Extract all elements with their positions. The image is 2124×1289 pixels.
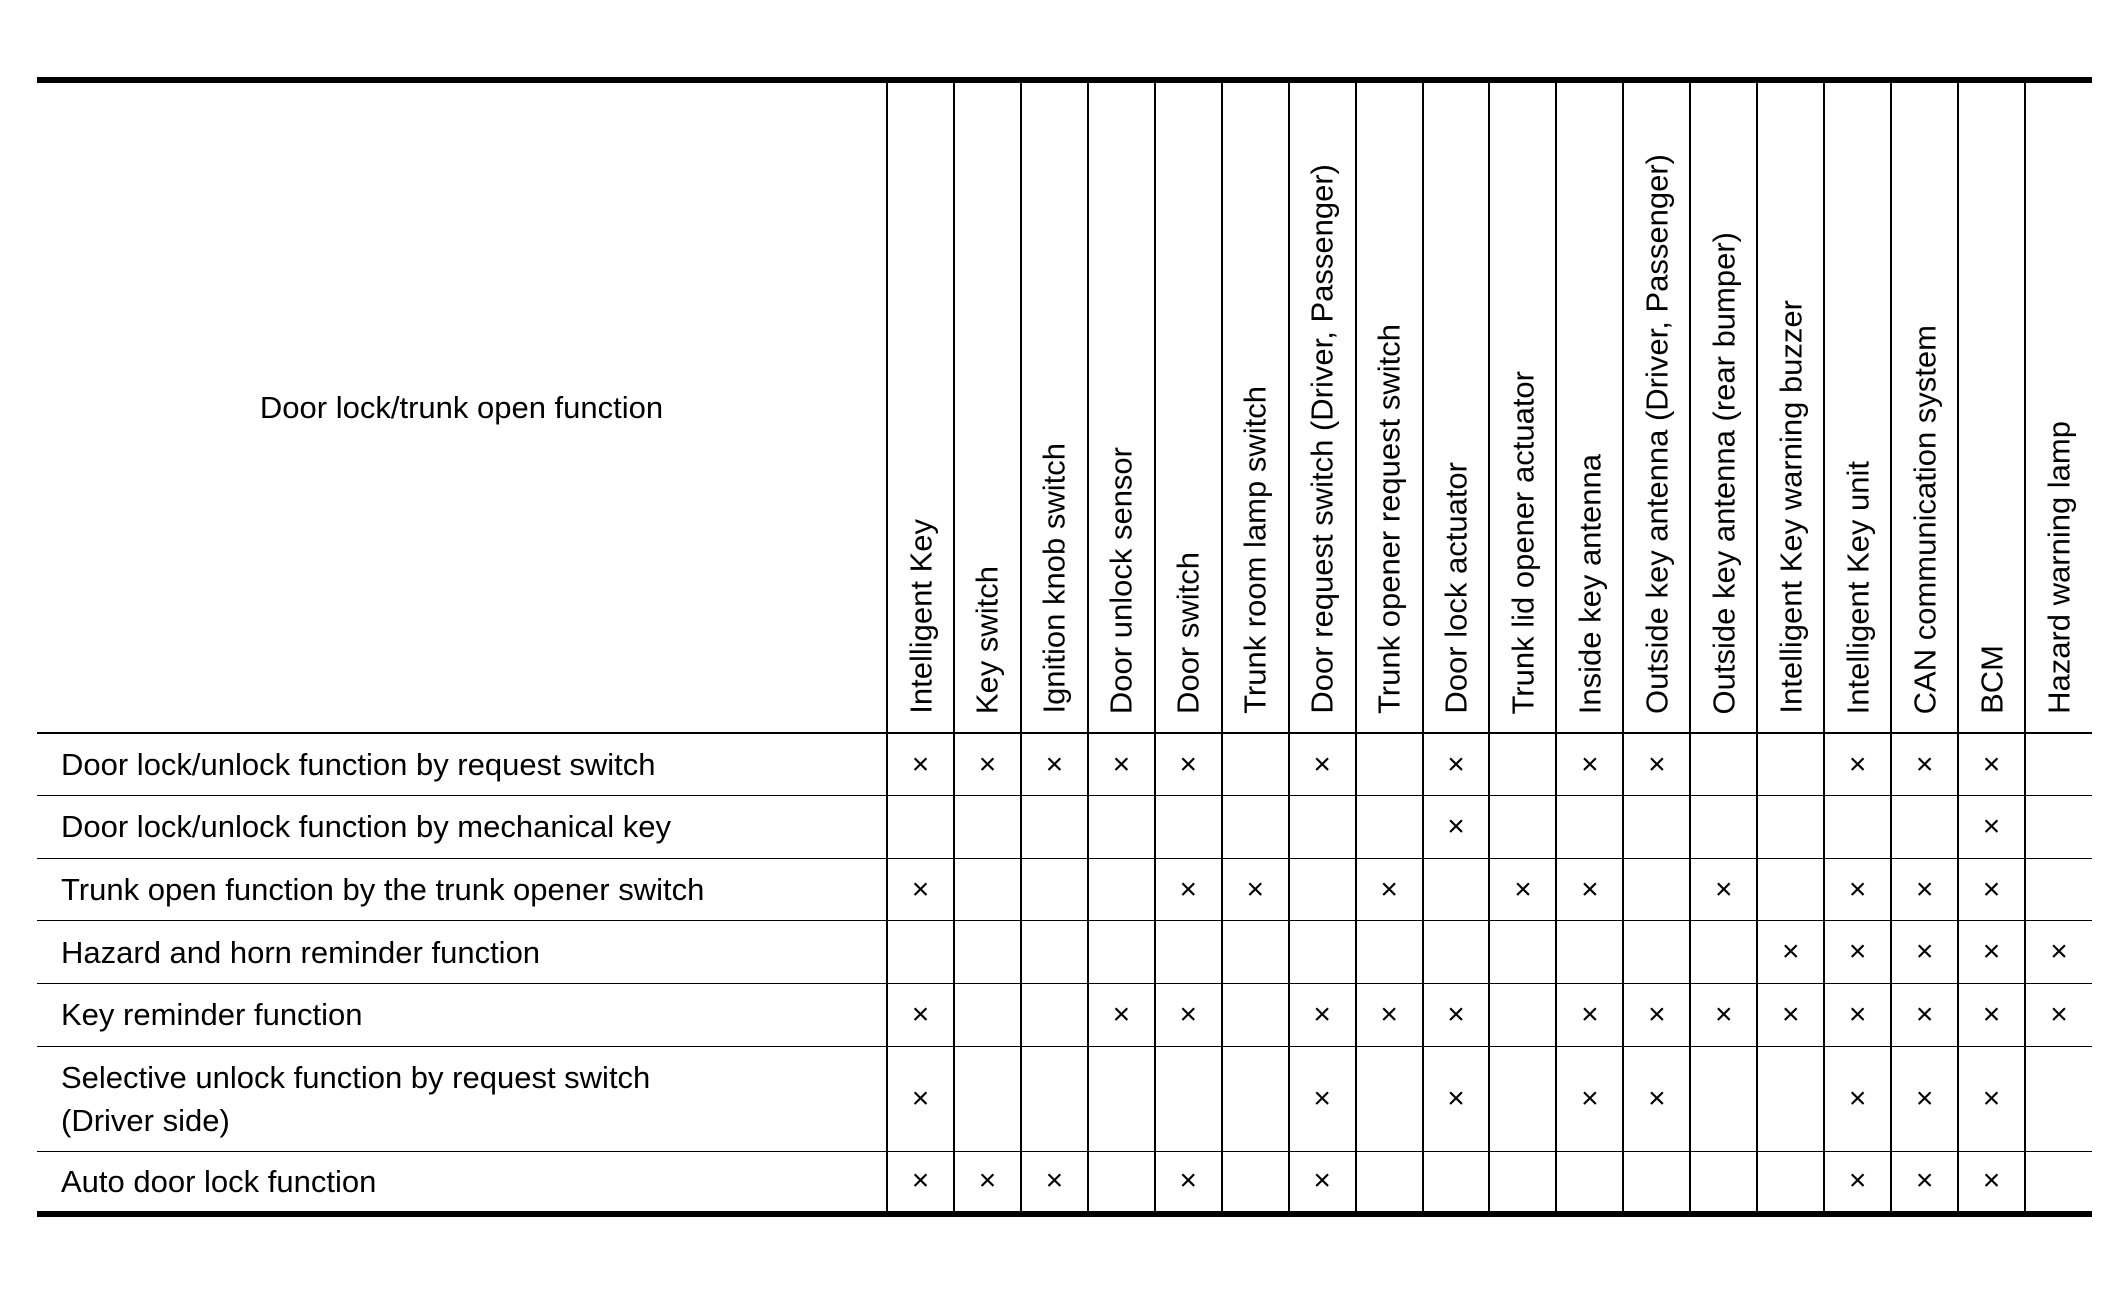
empty-cell (1222, 1151, 1289, 1214)
empty-cell (1824, 796, 1891, 859)
empty-cell (1021, 858, 1088, 921)
empty-cell (1423, 921, 1490, 984)
column-header (1021, 80, 1088, 733)
empty-cell (954, 1046, 1021, 1151)
cross-mark: × (1423, 1046, 1490, 1151)
empty-cell (1289, 921, 1356, 984)
empty-cell (1356, 921, 1423, 984)
empty-cell (887, 796, 954, 859)
empty-cell (1021, 921, 1088, 984)
empty-cell (1623, 796, 1690, 859)
empty-cell (1021, 796, 1088, 859)
cross-mark: × (1958, 1046, 2025, 1151)
column-header-label: Hazard warning lamp (2041, 421, 2077, 714)
cross-mark: × (887, 858, 954, 921)
empty-cell (1155, 921, 1222, 984)
cross-mark: × (1155, 733, 1222, 796)
cross-mark: × (1891, 1151, 1958, 1214)
column-header (1423, 80, 1490, 733)
row-label (37, 984, 887, 1047)
empty-cell (1690, 1151, 1757, 1214)
table-row (37, 796, 2092, 859)
row-label (37, 1046, 887, 1151)
empty-cell (1690, 921, 1757, 984)
cross-mark: × (1824, 921, 1891, 984)
cross-mark: × (887, 1151, 954, 1214)
empty-cell (1623, 858, 1690, 921)
row-label (37, 1151, 887, 1214)
empty-cell (1222, 984, 1289, 1047)
empty-cell (1623, 1151, 1690, 1214)
cross-mark: × (1556, 984, 1623, 1047)
cross-mark: × (1356, 984, 1423, 1047)
column-header (1289, 80, 1356, 733)
column-header-label: Door request switch (Driver, Passenger) (1304, 164, 1340, 714)
empty-cell (1222, 1046, 1289, 1151)
table-row (37, 921, 2092, 984)
empty-cell (1289, 796, 1356, 859)
cross-mark: × (1623, 984, 1690, 1047)
empty-cell (2025, 858, 2092, 921)
empty-cell (1489, 921, 1556, 984)
empty-cell (1623, 921, 1690, 984)
cross-mark: × (1556, 858, 1623, 921)
empty-cell (1757, 796, 1824, 859)
cross-mark: × (2025, 921, 2092, 984)
empty-cell (1489, 796, 1556, 859)
cross-mark: × (1489, 858, 1556, 921)
cross-mark: × (1958, 1151, 2025, 1214)
table-row (37, 1151, 2092, 1214)
row-label (37, 796, 887, 859)
cross-mark: × (887, 733, 954, 796)
empty-cell (1489, 1046, 1556, 1151)
row-label (37, 858, 887, 921)
cross-mark: × (1891, 1046, 1958, 1151)
row-label-text: Selective unlock function by request switch (61, 1059, 651, 1095)
empty-cell (887, 921, 954, 984)
column-header-label: Trunk room lamp switch (1237, 386, 1273, 714)
cross-mark: × (1958, 796, 2025, 859)
column-header (1757, 80, 1824, 733)
column-header (1088, 80, 1155, 733)
empty-cell (1690, 1046, 1757, 1151)
empty-cell (1356, 1046, 1423, 1151)
row-label-text: Trunk open function by the trunk opener switch (61, 872, 705, 908)
column-header (1690, 80, 1757, 733)
empty-cell (1690, 796, 1757, 859)
cross-mark: × (1757, 921, 1824, 984)
cross-mark: × (1222, 858, 1289, 921)
cross-mark: × (1757, 984, 1824, 1047)
empty-cell (1891, 796, 1958, 859)
cross-mark: × (887, 1046, 954, 1151)
header-row (37, 80, 2092, 733)
column-header-label: Intelligent Key warning buzzer (1773, 300, 1809, 714)
cross-mark: × (1289, 733, 1356, 796)
column-header-label: Outside key antenna (Driver, Passenger) (1639, 154, 1675, 714)
empty-cell (954, 921, 1021, 984)
cross-mark: × (1423, 984, 1490, 1047)
empty-cell (1289, 858, 1356, 921)
row-label (37, 733, 887, 796)
cross-mark: × (1021, 1151, 1088, 1214)
empty-cell (1088, 858, 1155, 921)
empty-cell (1556, 796, 1623, 859)
function-component-matrix (37, 77, 2092, 1217)
cross-mark: × (1155, 1151, 1222, 1214)
empty-cell (1489, 984, 1556, 1047)
cross-mark: × (954, 733, 1021, 796)
empty-cell (1489, 1151, 1556, 1214)
column-header-label: Inside key antenna (1572, 453, 1608, 714)
empty-cell (1222, 733, 1289, 796)
empty-cell (1757, 1046, 1824, 1151)
column-header (1356, 80, 1423, 733)
cross-mark: × (1021, 733, 1088, 796)
column-header-label: Intelligent Key unit (1840, 460, 1876, 714)
empty-cell (1088, 796, 1155, 859)
empty-cell (1757, 733, 1824, 796)
cross-mark: × (1289, 1151, 1356, 1214)
empty-cell (954, 796, 1021, 859)
table-row (37, 984, 2092, 1047)
column-header-label: Door switch (1170, 552, 1206, 714)
empty-cell (1088, 1046, 1155, 1151)
cross-mark: × (1423, 796, 1490, 859)
empty-cell (1155, 1046, 1222, 1151)
cross-mark: × (1824, 1151, 1891, 1214)
row-label-text: Key reminder function (61, 997, 363, 1033)
column-header (1155, 80, 1222, 733)
row-label-text: Auto door lock function (61, 1163, 377, 1199)
column-header (1824, 80, 1891, 733)
empty-cell (2025, 1151, 2092, 1214)
cross-mark: × (1423, 733, 1490, 796)
column-header (1222, 80, 1289, 733)
empty-cell (1088, 1151, 1155, 1214)
cross-mark: × (1958, 921, 2025, 984)
empty-cell (2025, 1046, 2092, 1151)
empty-cell (954, 984, 1021, 1047)
row-label-text: Door lock/unlock function by mechanical key (61, 809, 671, 845)
table-row (37, 1046, 2092, 1151)
empty-cell (1088, 921, 1155, 984)
cross-mark: × (887, 984, 954, 1047)
cross-mark: × (1891, 733, 1958, 796)
column-header (954, 80, 1021, 733)
column-header (887, 80, 954, 733)
cross-mark: × (1690, 984, 1757, 1047)
corner-label: Door lock/trunk open function (37, 80, 887, 733)
empty-cell (1489, 733, 1556, 796)
cross-mark: × (1891, 858, 1958, 921)
column-header (2025, 80, 2092, 733)
empty-cell (1021, 1046, 1088, 1151)
cross-mark: × (1824, 733, 1891, 796)
row-label-text: Door lock/unlock function by request switch (61, 747, 656, 783)
row-label (37, 921, 887, 984)
cross-mark: × (1155, 858, 1222, 921)
empty-cell (1757, 858, 1824, 921)
empty-cell (1021, 984, 1088, 1047)
cross-mark: × (1088, 733, 1155, 796)
cross-mark: × (1556, 1046, 1623, 1151)
empty-cell (1356, 733, 1423, 796)
column-header-label: Trunk lid opener actuator (1505, 370, 1541, 714)
cross-mark: × (1289, 984, 1356, 1047)
empty-cell (1690, 733, 1757, 796)
column-header (1958, 80, 2025, 733)
row-label-text: Hazard and horn reminder function (61, 934, 541, 970)
cross-mark: × (2025, 984, 2092, 1047)
cross-mark: × (954, 1151, 1021, 1214)
empty-cell (2025, 733, 2092, 796)
column-header-label: Door lock actuator (1438, 462, 1474, 714)
column-header (1489, 80, 1556, 733)
table-row (37, 858, 2092, 921)
empty-cell (1222, 796, 1289, 859)
cross-mark: × (1958, 984, 2025, 1047)
row-label-text-line2: (Driver side) (61, 1102, 230, 1138)
empty-cell (1356, 1151, 1423, 1214)
column-header-label: Key switch (969, 565, 1005, 714)
empty-cell (1423, 1151, 1490, 1214)
column-header-label: Outside key antenna (rear bumper) (1706, 231, 1742, 714)
empty-cell (1356, 796, 1423, 859)
column-header-label: Ignition knob switch (1036, 443, 1072, 714)
column-header-label: CAN communication system (1907, 324, 1943, 714)
cross-mark: × (1155, 984, 1222, 1047)
empty-cell (1556, 921, 1623, 984)
empty-cell (1155, 796, 1222, 859)
cross-mark: × (1690, 858, 1757, 921)
cross-mark: × (1356, 858, 1423, 921)
cross-mark: × (1958, 733, 2025, 796)
column-header (1623, 80, 1690, 733)
cross-mark: × (1824, 858, 1891, 921)
column-header-label: Intelligent Key (903, 519, 939, 714)
cross-mark: × (1891, 921, 1958, 984)
column-header-label: Door unlock sensor (1103, 446, 1139, 714)
empty-cell (1423, 858, 1490, 921)
column-header-label: BCM (1974, 645, 2010, 714)
column-header (1556, 80, 1623, 733)
cross-mark: × (1623, 733, 1690, 796)
cross-mark: × (1824, 984, 1891, 1047)
cross-mark: × (1891, 984, 1958, 1047)
empty-cell (2025, 796, 2092, 859)
cross-mark: × (1289, 1046, 1356, 1151)
cross-mark: × (1824, 1046, 1891, 1151)
column-header (1891, 80, 1958, 733)
table-row (37, 733, 2092, 796)
cross-mark: × (1623, 1046, 1690, 1151)
empty-cell (1757, 1151, 1824, 1214)
cross-mark: × (1088, 984, 1155, 1047)
empty-cell (1556, 1151, 1623, 1214)
column-header-label: Trunk opener request switch (1371, 324, 1407, 714)
cross-mark: × (1556, 733, 1623, 796)
empty-cell (1222, 921, 1289, 984)
empty-cell (954, 858, 1021, 921)
cross-mark: × (1958, 858, 2025, 921)
